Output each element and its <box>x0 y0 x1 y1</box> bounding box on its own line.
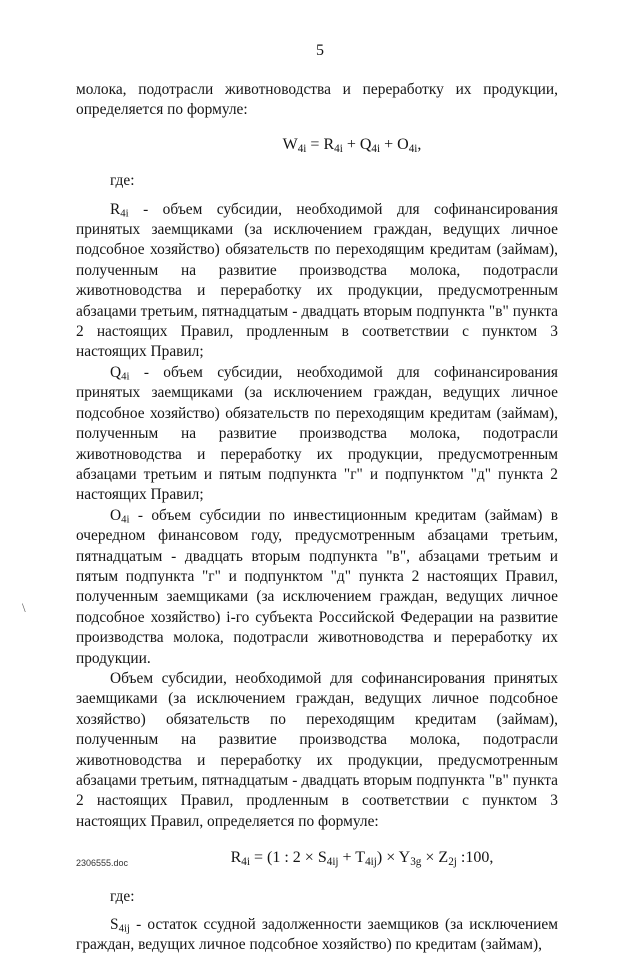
formula-r-symbol: R <box>323 135 335 153</box>
formula-eq: = (1 : 2 × <box>250 849 318 867</box>
def-text: - остаток ссудной задолженности заемщиков (за исключением граждан, ведущих личное подсобное хозяйство) по кредитам (займам), <box>76 916 558 954</box>
definition-q4i <box>76 363 558 506</box>
def-text: - объем субсидии, необходимой для софинансирования принятых заемщиками (за исключением граждан, ведущих личное подсобное хозяйство) обязательств по переходящим кредитам (займам), полученным на развитие производства молока, подотрасли животноводства и переработку их продукции, предусмотренным абзацами третьим, пятнадцатым - двадцать вторым подпункта "в" пункта 2 настоящих Правил, продленным в соответствии с пунктом 3 настоящих Правил; <box>76 200 558 361</box>
formula-o-symbol: O <box>397 135 409 153</box>
formula-times: ) × <box>376 849 399 867</box>
formula-t-sub: 4ij <box>365 856 377 869</box>
def-symbol: R <box>110 200 121 218</box>
formula-plus: + <box>380 135 398 153</box>
definition-r4i <box>76 200 558 363</box>
formula-tail: :100, <box>456 849 494 867</box>
formula-plus: + <box>338 849 356 867</box>
formula-s-symbol: S <box>317 849 327 867</box>
where-label: где: <box>110 887 135 905</box>
formula-r4i <box>76 848 558 868</box>
formula-r-symbol: R <box>230 849 242 867</box>
def-sub: 4i <box>121 513 130 526</box>
def-text: - объем субсидии по инвестиционным кредитам (займам) в очередном финансовом году, предусмотренным абзацами третьим, пятнадцатым - двадцать вторым подпункта "в", абзацами третьим и пятым подпункта "г" и подпунктом "д" пункта 2 настоящих Правил, полученным заемщиками (за исключением граждан, ведущих личное подсобное хозяйство) i-го субъекта Российской Федерации на развитие производства молока, подотрасли животноводства и переработку их продукции. <box>76 506 558 667</box>
formula-w4i <box>76 135 558 155</box>
formula-eq: = <box>306 135 324 153</box>
def-sub: 4i <box>121 370 130 383</box>
formula-z-sub: 2j <box>448 856 457 869</box>
def-text: - объем субсидии, необходимой для софинансирования принятых заемщиками (за исключением граждан, ведущих личное подсобное хозяйство) обязательств по переходящим кредитам (займам), полученным на развитие производства молока, подотрасли животноводства и переработку их продукции, предусмотренным абзацами третьим и пятым подпункта "г" и подпунктом "д" пункта 2 настоящих Правил; <box>76 363 558 504</box>
formula-y-sub: 3g <box>410 856 422 869</box>
def-symbol: S <box>110 916 119 934</box>
def-symbol: O <box>110 506 122 524</box>
formula-o-sub: 4i <box>408 142 418 155</box>
volume-paragraph: Объем субсидии, необходимой для софинансирования принятых заемщиками (за исключением граждан, ведущих личное подсобное хозяйство) обязательств по переходящим кредитам (займам), полученным на развитие производства молока, подотрасли животноводства и переработку их продукции, предусмотренным абзацами третьим, пятнадцатым - двадцать вторым подпункта "в" пункта 2 настоящих Правил, продленным в соответствии с пунктом 3 настоящих Правил, определяется по формуле: <box>76 669 558 830</box>
footer-filename: 2306555.doc <box>76 858 129 868</box>
margin-mark: \ <box>22 600 26 615</box>
formula-r-sub: 4i <box>241 856 250 869</box>
definition-s4ij <box>76 915 558 956</box>
formula-tail: , <box>417 135 422 153</box>
formula-w-symbol: W <box>282 135 298 153</box>
formula-r-sub: 4i <box>334 142 343 155</box>
formula-plus: + <box>342 135 360 153</box>
formula-z-symbol: Z <box>438 849 449 867</box>
definition-o4i <box>76 506 558 669</box>
formula-w-sub: 4i <box>297 142 307 155</box>
def-sub: 4ij <box>118 922 130 935</box>
where-label: где: <box>110 172 135 190</box>
page-number: 5 <box>316 42 324 59</box>
document-body <box>76 80 558 956</box>
formula-q-symbol: Q <box>359 135 372 153</box>
formula-times: × <box>421 849 439 867</box>
formula-t-symbol: T <box>355 849 366 867</box>
def-symbol: Q <box>110 363 122 381</box>
intro-paragraph: молока, подотрасли животноводства и переработку их продукции, определяется по формуле: <box>76 81 558 119</box>
formula-q-sub: 4i <box>371 142 381 155</box>
formula-s-sub: 4ij <box>326 856 339 869</box>
formula-y-symbol: Y <box>398 849 411 867</box>
def-sub: 4i <box>120 207 129 220</box>
